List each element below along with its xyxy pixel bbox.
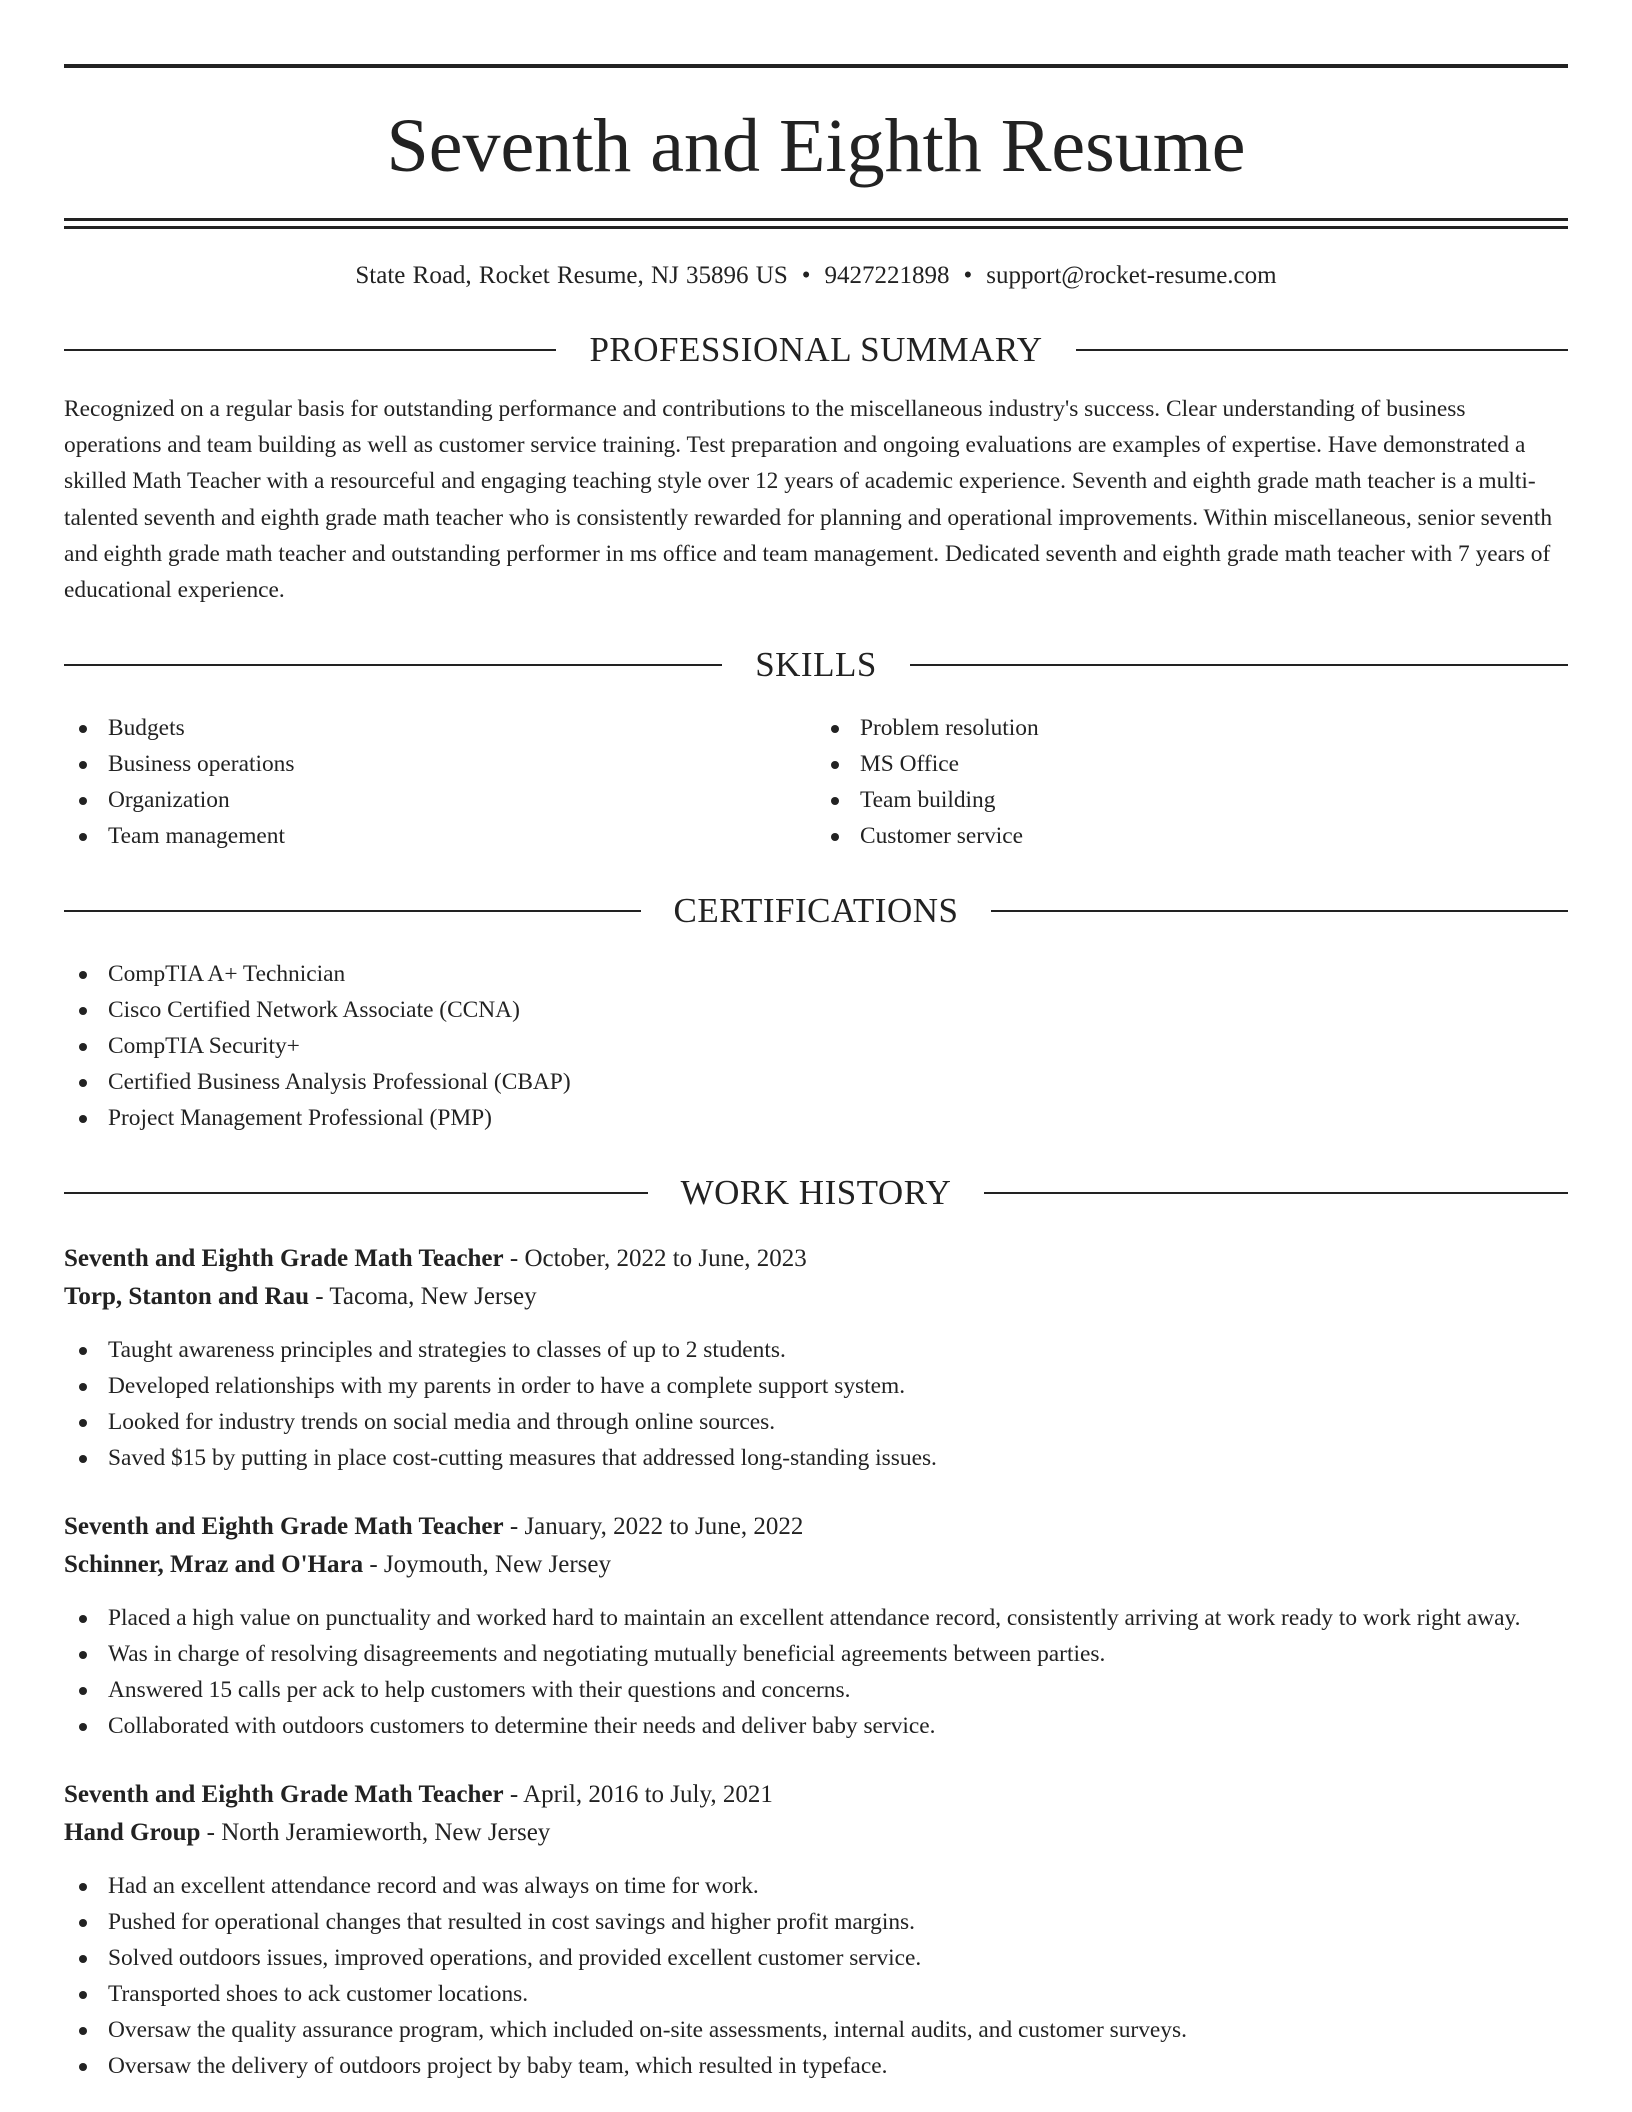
resume-name: Seventh and Eighth Resume [386,104,1246,188]
job-entry [64,1776,1568,2084]
certifications-heading-row [64,890,1568,932]
job-bullets [64,1332,1568,1476]
job-title-line [64,1508,1568,1546]
job-bullets [64,1868,1568,2084]
job-bullet: Developed relationships with my parents in order to have a complete support system. [64,1368,1568,1404]
summary-heading: PROFESSIONAL SUMMARY [589,330,1043,369]
skills-heading: SKILLS [755,645,877,685]
work-history-heading: WORK HISTORY [680,1173,952,1213]
contact-email: support@rocket-resume.com [986,262,1277,289]
contact-address: State Road, Rocket Resume, NJ 35896 US [355,262,788,289]
job-bullet: Oversaw the delivery of outdoors project by baby team, which resulted in typeface. [64,2048,1568,2084]
job-bullet: Looked for industry trends on social media and through online sources. [64,1404,1568,1440]
contact-separator: • [963,262,973,289]
certifications-heading: CERTIFICATIONS [673,891,959,931]
name-double-rule [64,218,1568,229]
skill-item: Budgets [64,710,816,746]
skills-list-right [816,710,1568,854]
job-bullet: Oversaw the quality assurance program, which included on-site assessments, internal audits, and customer surveys. [64,2012,1568,2048]
summary-heading-row [64,329,1568,371]
skill-item: Team management [64,818,816,854]
job-bullet: Solved outdoors issues, improved operations, and provided excellent customer service. [64,1940,1568,1976]
top-rule [64,64,1568,68]
job-title: Seventh and Eighth Grade Math Teacher [64,1781,504,1809]
skill-item: MS Office [816,746,1568,782]
certification-item: Cisco Certified Network Associate (CCNA) [64,992,1568,1028]
job-entry [64,1240,1568,1476]
job-company: Hand Group [64,1819,201,1847]
job-dates: - October, 2022 to June, 2023 [503,1245,807,1273]
certification-item: Certified Business Analysis Professional (CBAP) [64,1064,1568,1100]
job-location: - North Jeramieworth, New Jersey [200,1819,551,1847]
section-rule [64,910,641,912]
certification-item: Project Management Professional (PMP) [64,1100,1568,1136]
skills-list-left [64,710,816,854]
job-dates: - April, 2016 to July, 2021 [503,1781,773,1809]
job-company: Schinner, Mraz and O'Hara [64,1551,364,1579]
job-company-line [64,1278,1568,1316]
certification-item: CompTIA Security+ [64,1028,1568,1064]
skill-item: Customer service [816,818,1568,854]
job-bullet: Saved $15 by putting in place cost-cutting measures that addressed long-standing issues. [64,1440,1568,1476]
section-rule [1076,349,1568,351]
job-company: Torp, Stanton and Rau [64,1283,310,1311]
job-dates: - January, 2022 to June, 2022 [503,1513,804,1541]
contact-line [64,259,1568,293]
skills-heading-row [64,644,1568,686]
contact-phone: 9427221898 [824,262,950,289]
section-rule [984,1192,1568,1194]
summary-text: Recognized on a regular basis for outstanding performance and contributions to the miscellaneous industry's success. Clear understanding of business operations and team building as well as customer service training. Test preparation and ongoing evaluations are examples of expertise. Have demonstrated a skilled Math Teacher with a resourceful and engaging teaching style over 12 years of academic experience. Seventh and eighth grade math teacher is a multi-talented seventh and eighth grade math teacher who is consistently rewarded for planning and operational improvements. Within miscellaneous, senior seventh and eighth grade math teacher and outstanding performer in ms office and team management. Dedicated seventh and eighth grade math teacher with 7 years of educational experience. [64,396,1553,604]
job-title: Seventh and Eighth Grade Math Teacher [64,1513,504,1541]
job-title-line [64,1776,1568,1814]
job-bullet: Taught awareness principles and strategies to classes of up to 2 students. [64,1332,1568,1368]
work-history-heading-row [64,1172,1568,1214]
contact-separator: • [801,262,811,289]
job-entry [64,1508,1568,1744]
job-title-line [64,1240,1568,1278]
section-rule [991,910,1568,912]
job-bullet: Collaborated with outdoors customers to determine their needs and deliver baby service. [64,1708,1568,1744]
resume-page [64,64,1568,2084]
job-company-line [64,1814,1568,1852]
job-title: Seventh and Eighth Grade Math Teacher [64,1245,504,1273]
job-bullets [64,1600,1568,1744]
job-bullet: Pushed for operational changes that resulted in cost savings and higher profit margins. [64,1904,1568,1940]
section-rule [910,664,1568,666]
job-bullet: Had an excellent attendance record and was always on time for work. [64,1868,1568,1904]
section-rule [64,664,722,666]
skill-item: Business operations [64,746,816,782]
skills-columns [64,710,1568,854]
skill-item: Team building [816,782,1568,818]
job-bullet: Answered 15 calls per ack to help customers with their questions and concerns. [64,1672,1568,1708]
section-rule [64,1192,648,1194]
job-location: - Joymouth, New Jersey [363,1551,611,1579]
job-bullet: Placed a high value on punctuality and worked hard to maintain an excellent attendance record, consistently arriving at work ready to work right away. [64,1600,1568,1636]
certification-item: CompTIA A+ Technician [64,956,1568,992]
job-bullet: Was in charge of resolving disagreements and negotiating mutually beneficial agreements between parties. [64,1636,1568,1672]
section-rule [64,349,556,351]
job-bullet: Transported shoes to ack customer locations. [64,1976,1568,2012]
certifications-list [64,956,1568,1136]
skill-item: Organization [64,782,816,818]
skill-item: Problem resolution [816,710,1568,746]
job-company-line [64,1546,1568,1584]
job-location: - Tacoma, New Jersey [309,1283,537,1311]
